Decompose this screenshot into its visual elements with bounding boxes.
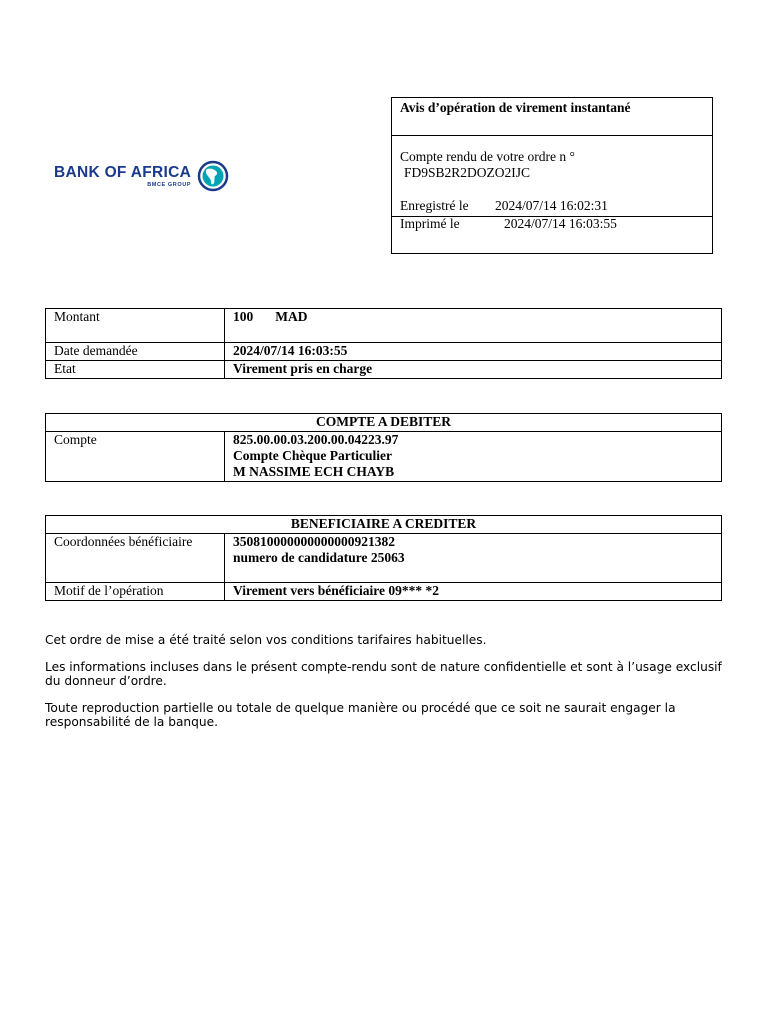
note-paragraph: Toute reproduction partielle ou totale de quelque manière ou procédé que ce soit ne saurait engager la responsabilité de la banque. [45, 701, 676, 729]
account-label: Compte [46, 432, 225, 482]
amount-currency: MAD [275, 309, 308, 324]
beneficiary-details [225, 534, 722, 583]
amount-value: 100 [233, 309, 254, 324]
beneficiary-account: 350810000000000000921382 [233, 534, 395, 549]
logo-text [54, 165, 191, 188]
motif-label: Motif de l’opération [46, 583, 225, 601]
credit-table [45, 515, 722, 601]
credit-header-row [46, 516, 722, 534]
amount-cell [225, 309, 722, 343]
debit-header-row [46, 414, 722, 432]
amount-label: Montant [46, 309, 225, 343]
registered-date: 2024/07/14 16:02:31 [495, 198, 608, 213]
logo-name: BANK OF AFRICA [54, 163, 192, 181]
date-label: Date demandée [46, 343, 225, 361]
operation-table [45, 308, 722, 379]
state-label: Etat [46, 361, 225, 379]
date-value: 2024/07/14 16:03:55 [225, 343, 722, 361]
logo-group: BMCE GROUP [147, 181, 192, 188]
order-number: FD9SB2R2DOZO2IJC [404, 165, 531, 180]
state-value: Virement pris en charge [225, 361, 722, 379]
motif-value: Virement vers bénéficiaire 09*** *2 [225, 583, 722, 601]
beneficiary-row [46, 534, 722, 583]
account-number: 825.00.00.03.200.00.04223.97 [233, 432, 399, 447]
operation-notice-box [391, 97, 713, 254]
legal-notes [45, 633, 722, 742]
state-row [46, 361, 722, 379]
notice-title: Avis d’opération de virement instantané [392, 98, 712, 136]
globe-icon [197, 160, 229, 192]
notice-body [392, 136, 712, 253]
date-row [46, 343, 722, 361]
motif-row [46, 583, 722, 601]
note-paragraph: Cet ordre de mise a été traité selon vos conditions tarifaires habituelles. [45, 633, 487, 647]
beneficiary-label: Coordonnées bénéficiaire [46, 534, 225, 583]
bank-logo [54, 160, 229, 192]
account-holder: M NASSIME ECH CHAYB [233, 464, 395, 479]
credit-title: BENEFICIAIRE A CREDITER [46, 516, 722, 534]
account-type: Compte Chèque Particulier [233, 448, 392, 463]
order-label: Compte rendu de votre ordre n ° [400, 149, 575, 164]
debit-title: COMPTE A DEBITER [46, 414, 722, 432]
account-details [225, 432, 722, 482]
note-paragraph: Les informations incluses dans le présent compte-rendu sont de nature confidentielle et sont à l’usage exclusif du donneur d’ordre. [45, 660, 722, 688]
registered-label: Enregistré le [400, 198, 469, 213]
debit-account-row [46, 432, 722, 482]
printed-label: Imprimé le [400, 216, 460, 231]
candidate-number: numero de candidature 25063 [233, 550, 405, 565]
printed-date: 2024/07/14 16:03:55 [504, 216, 617, 231]
debit-table [45, 413, 722, 482]
amount-row [46, 309, 722, 343]
